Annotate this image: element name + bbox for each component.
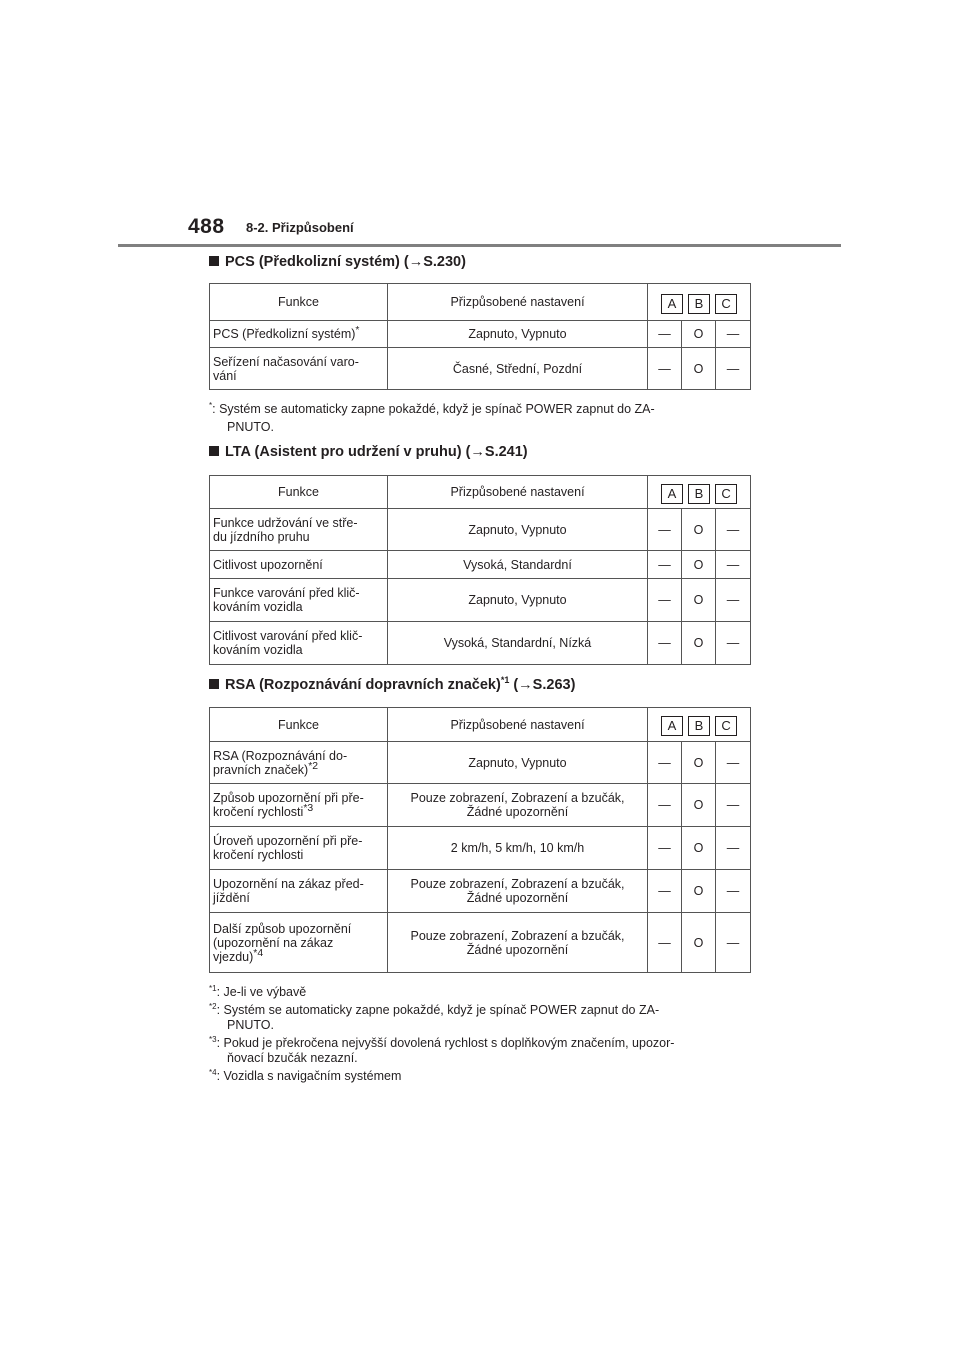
rsa-title-ref: (→S.263)	[509, 677, 576, 693]
row-function: PCS (Předkolizní systém)	[213, 327, 356, 341]
row-a: —	[648, 321, 682, 348]
table-row	[210, 551, 751, 579]
row-a: —	[648, 509, 682, 551]
row-setting: Časné, Střední, Pozdní	[388, 348, 648, 390]
row-a: —	[648, 551, 682, 579]
col-function-header: Funkce	[210, 708, 388, 742]
table-header-row	[210, 476, 751, 509]
row-function: Citlivost upozornění	[210, 551, 388, 579]
table-row	[210, 509, 751, 551]
rsa-title-sup: *1	[500, 675, 510, 686]
row-function-line1: Funkce varování před klič-	[213, 586, 360, 600]
row-function-line2: du jízdního pruhu	[213, 529, 310, 544]
col-setting-header: Přizpůsobené nastavení	[388, 708, 648, 742]
col-b-label: B	[688, 716, 710, 736]
row-b: O	[682, 742, 716, 784]
row-setting: 2 km/h, 5 km/h, 10 km/h	[388, 827, 648, 870]
row-b: O	[682, 913, 716, 973]
row-c: —	[716, 827, 751, 870]
row-setting: Zapnuto, Vypnuto	[388, 579, 648, 622]
row-a: —	[648, 913, 682, 973]
row-function-line1: RSA (Rozpoznávání do-	[213, 748, 348, 763]
row-a: —	[648, 622, 682, 665]
row-c: —	[716, 509, 751, 551]
table-row	[210, 321, 751, 348]
table-row	[210, 784, 751, 827]
table-row	[210, 827, 751, 870]
row-c: —	[716, 742, 751, 784]
header-rule	[118, 244, 841, 247]
row-a: —	[648, 784, 682, 827]
row-setting: Vysoká, Standardní, Nízká	[388, 622, 648, 665]
col-function-header: Funkce	[210, 284, 388, 321]
rsa-title: RSA (Rozpoznávání dopravních značek)	[225, 677, 501, 693]
row-function-sup: *3	[303, 802, 314, 814]
row-function-line2: kováním vozidla	[213, 643, 303, 657]
footnote	[209, 1036, 750, 1066]
row-setting: Zapnuto, Vypnuto	[388, 509, 648, 551]
row-function-line1: Způsob upozornění při pře-	[213, 791, 364, 805]
row-function-line3: vjezdu)	[213, 949, 254, 964]
row-setting: Zapnuto, Vypnuto	[388, 321, 648, 348]
footnote-continuation: ňovací bzučák nezazní.	[227, 1051, 358, 1065]
footnote	[209, 985, 750, 1000]
row-function-line1: Úroveň upozornění při pře-	[213, 834, 363, 848]
footnote	[209, 1069, 750, 1084]
lta-table	[209, 475, 751, 665]
row-a: —	[648, 348, 682, 390]
row-a: —	[648, 870, 682, 913]
row-c: —	[716, 784, 751, 827]
row-function-line2: (upozornění na zákaz	[213, 935, 334, 950]
footnote-text: : Vozidla s navigačním systémem	[216, 1069, 402, 1083]
lta-title: LTA (Asistent pro udržení v pruhu) (→S.241)	[225, 444, 528, 460]
row-setting-line1: Pouze zobrazení, Zobrazení a bzučák,	[410, 877, 625, 891]
table-row	[210, 579, 751, 622]
row-function-line2: pravních značek)	[213, 762, 309, 777]
row-setting-line2: Žádné upozornění	[466, 891, 569, 905]
footnote	[209, 1003, 750, 1033]
table-header-row	[210, 708, 751, 742]
col-abc-header	[648, 284, 751, 321]
pcs-title: PCS (Předkolizní systém) (→S.230)	[225, 254, 466, 270]
col-c-label: C	[715, 484, 737, 504]
bullet-square-icon	[209, 446, 219, 456]
col-setting-header: Přizpůsobené nastavení	[388, 284, 648, 321]
col-c-label: C	[715, 716, 737, 736]
table-row	[210, 913, 751, 973]
row-setting-line1: Pouze zobrazení, Zobrazení a bzučák,	[410, 928, 625, 943]
row-b: O	[682, 348, 716, 390]
col-function-header: Funkce	[210, 476, 388, 509]
section-label: 8-2. Přizpůsobení	[246, 220, 354, 235]
row-function-line1: Upozornění na zákaz před-	[213, 877, 364, 891]
col-abc-header	[648, 476, 751, 509]
row-c: —	[716, 622, 751, 665]
row-function-line2: kročení rychlosti	[213, 805, 304, 819]
row-function-line1: Funkce udržování ve stře-	[213, 515, 358, 530]
footnote-mark: *4	[209, 1067, 217, 1077]
table-row	[210, 348, 751, 390]
row-a: —	[648, 742, 682, 784]
row-b: O	[682, 827, 716, 870]
row-c: —	[716, 870, 751, 913]
row-b: O	[682, 784, 716, 827]
lta-heading	[209, 444, 528, 460]
footnote-continuation: PNUTO.	[227, 420, 274, 434]
row-c: —	[716, 579, 751, 622]
footnote-mark: *	[209, 400, 213, 410]
row-function-sup: *	[355, 324, 360, 336]
footnote-text: : Systém se automaticky zapne pokaždé, když je spínač POWER zapnut do ZA-	[212, 402, 655, 416]
row-function-line2: vání	[213, 368, 237, 383]
col-a-label: A	[661, 294, 683, 314]
table-row	[210, 622, 751, 665]
table-row	[210, 742, 751, 784]
footnote	[209, 400, 750, 436]
footnote-mark: *2	[209, 1001, 217, 1011]
col-a-label: A	[661, 484, 683, 504]
footnote-mark: *3	[209, 1034, 217, 1044]
row-b: O	[682, 551, 716, 579]
row-c: —	[716, 551, 751, 579]
row-setting: Zapnuto, Vypnuto	[388, 742, 648, 784]
row-function-sup: *4	[253, 947, 264, 959]
row-setting-line2: Žádné upozornění	[466, 805, 569, 819]
row-function-line1: Další způsob upozornění	[213, 921, 352, 936]
footnote-text: : Systém se automaticky zapne pokaždé, když je spínač POWER zapnut do ZA-	[216, 1003, 660, 1017]
row-function-line1: Seřízení načasování varo-	[213, 354, 359, 369]
row-a: —	[648, 827, 682, 870]
row-b: O	[682, 622, 716, 665]
row-setting-line2: Žádné upozornění	[466, 942, 569, 957]
footnote-text: : Pokud je překročena nejvyšší dovolená rychlost s doplňkovým značením, upozor-	[216, 1036, 675, 1050]
page-number: 488	[188, 215, 225, 238]
row-function-line2: kováním vozidla	[213, 600, 303, 614]
rsa-table	[209, 707, 751, 973]
table-row	[210, 870, 751, 913]
col-setting-header: Přizpůsobené nastavení	[388, 476, 648, 509]
col-b-label: B	[688, 294, 710, 314]
row-c: —	[716, 913, 751, 973]
row-b: O	[682, 579, 716, 622]
bullet-square-icon	[209, 679, 219, 689]
footnotes	[209, 985, 750, 1084]
col-a-label: A	[661, 716, 683, 736]
bullet-square-icon	[209, 256, 219, 266]
pcs-table	[209, 283, 751, 390]
footnote-mark: *1	[209, 983, 217, 993]
row-b: O	[682, 870, 716, 913]
row-b: O	[682, 509, 716, 551]
row-function-line2: kročení rychlosti	[213, 848, 304, 862]
row-c: —	[716, 348, 751, 390]
row-b: O	[682, 321, 716, 348]
row-c: —	[716, 321, 751, 348]
col-abc-header	[648, 708, 751, 742]
row-function-line1: Citlivost varování před klič-	[213, 629, 363, 643]
row-function-sup: *2	[308, 760, 319, 772]
row-setting-line1: Pouze zobrazení, Zobrazení a bzučák,	[410, 791, 625, 805]
footnote-text: : Je-li ve výbavě	[216, 985, 307, 999]
footnote-continuation: PNUTO.	[227, 1018, 274, 1032]
col-c-label: C	[715, 294, 737, 314]
rsa-heading	[209, 677, 575, 693]
row-setting: Vysoká, Standardní	[388, 551, 648, 579]
row-function-line2: jíždění	[213, 891, 250, 905]
row-a: —	[648, 579, 682, 622]
table-header-row	[210, 284, 751, 321]
pcs-heading	[209, 254, 466, 270]
col-b-label: B	[688, 484, 710, 504]
